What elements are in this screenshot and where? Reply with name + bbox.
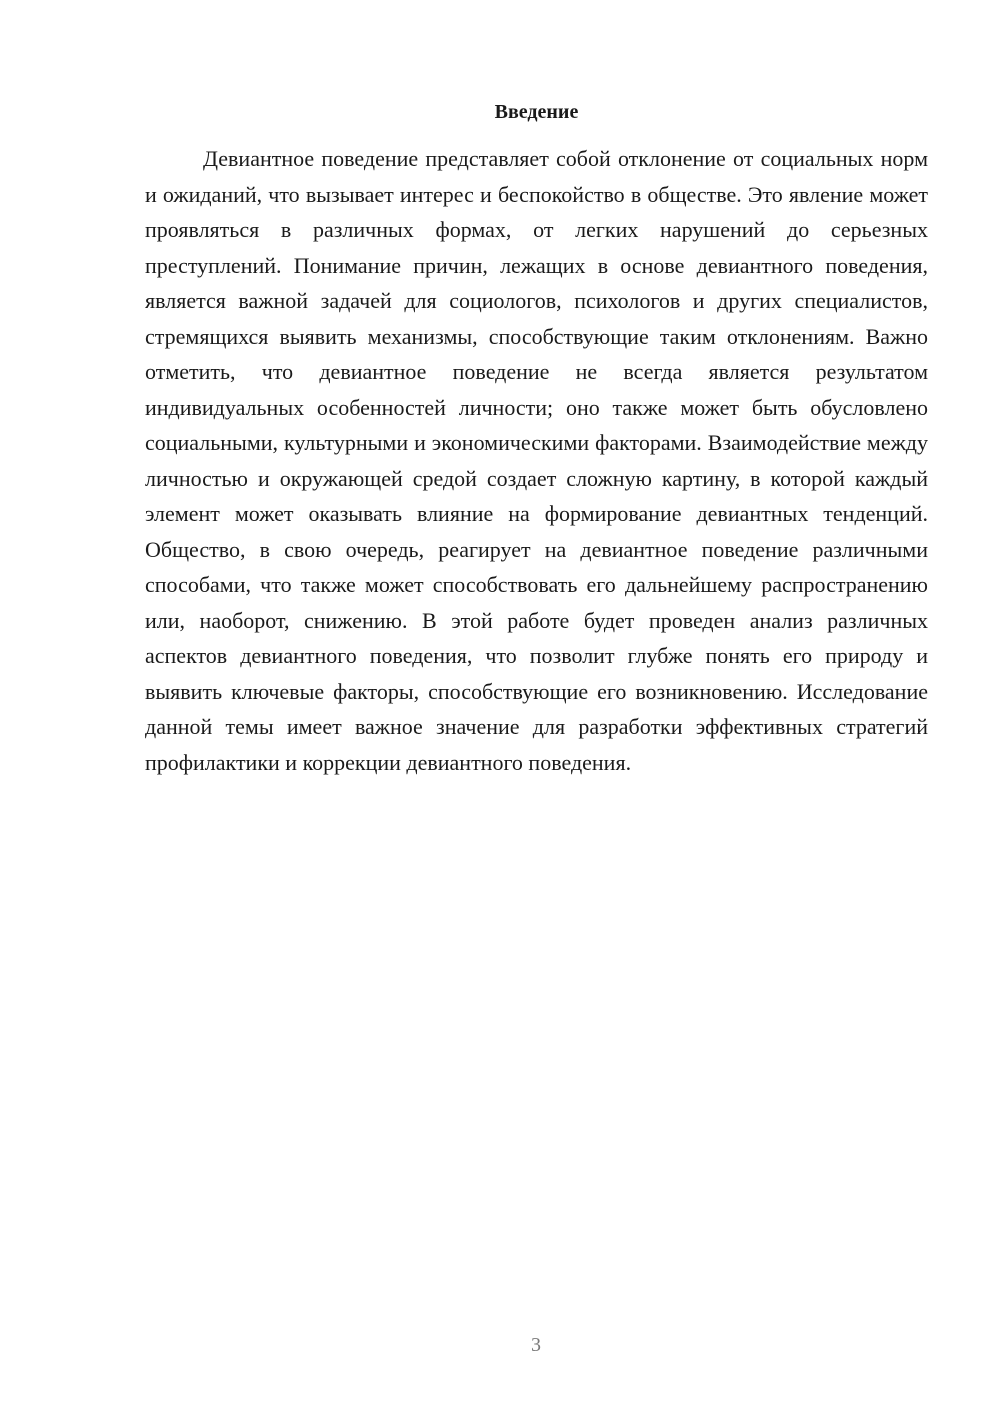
page-number: 3: [531, 1334, 541, 1356]
intro-paragraph: Девиантное поведение представляет собой отклонение от социальных норм и ожиданий, что вызывает интерес и беспокойство в обществе. Это явление может проявляться в различных формах, от легких нарушений до серьезных преступлений. Понимание причин, лежащих в основе девиантного поведения, является важной задачей для социологов, психологов и других специалистов, стремящихся выявить механизмы, способствующие таким отклонениям. Важно отметить, что девиантное поведение не всегда является результатом индивидуальных особенностей личности; оно также может быть обусловлено социальными, культурными и экономическими факторами. Взаимодействие между личностью и окружающей средой создает сложную картину, в которой каждый элемент может оказывать влияние на формирование девиантных тенденций. Общество, в свою очередь, реагирует на девиантное поведение различными способами, что также может способствовать его дальнейшему распространению или, наоборот, снижению. В этой работе будет проведен анализ различных аспектов девиантного поведения, что позволит глубже понять его природу и выявить ключевые факторы, способствующие его возникновению. Исследование данной темы имеет важное значение для разработки эффективных стратегий профилактики и коррекции девиантного поведения.: [145, 146, 928, 775]
section-heading: Введение: [494, 101, 579, 123]
